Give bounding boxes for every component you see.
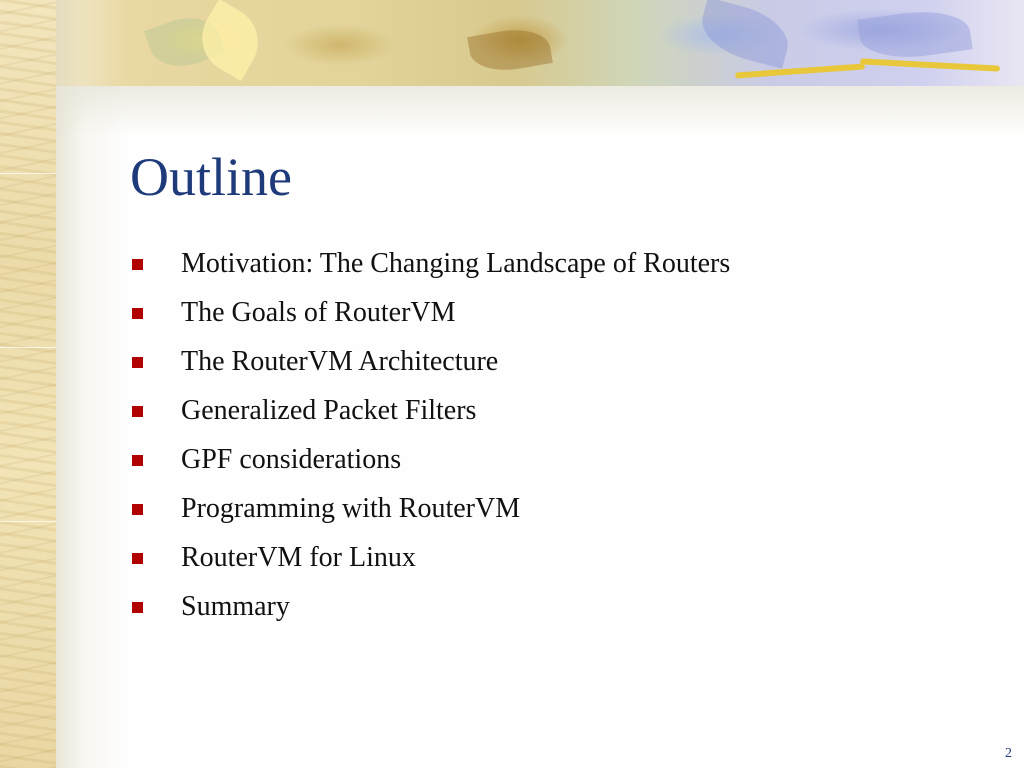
bullet-item bbox=[130, 536, 730, 585]
bullet-item bbox=[130, 340, 730, 389]
bullet-text: RouterVM for Linux bbox=[181, 542, 416, 573]
square-bullet-icon bbox=[132, 553, 143, 564]
leaf-decoration bbox=[857, 5, 972, 65]
square-bullet-icon bbox=[132, 455, 143, 466]
leaf-decoration bbox=[695, 0, 795, 69]
square-bullet-icon bbox=[132, 357, 143, 368]
gold-wave-decoration bbox=[860, 58, 1000, 71]
decorative-banner bbox=[0, 0, 1024, 86]
leaf-decoration bbox=[467, 23, 553, 76]
slide-title: Outline bbox=[130, 147, 292, 207]
gold-wave-decoration bbox=[735, 63, 865, 78]
page-number: 2 bbox=[1005, 746, 1012, 761]
bullet-text: The RouterVM Architecture bbox=[181, 346, 499, 377]
bullet-text: GPF considerations bbox=[181, 444, 402, 475]
bullet-item bbox=[130, 438, 730, 487]
square-bullet-icon bbox=[132, 504, 143, 515]
strip-seam bbox=[0, 521, 56, 522]
leaf-decoration bbox=[189, 0, 271, 81]
bullet-item bbox=[130, 585, 730, 634]
bullet-item bbox=[130, 291, 730, 340]
square-bullet-icon bbox=[132, 308, 143, 319]
bullet-item bbox=[130, 389, 730, 438]
strip-seam bbox=[0, 347, 56, 348]
bullet-item bbox=[130, 242, 730, 291]
bullet-text: Generalized Packet Filters bbox=[181, 395, 477, 426]
square-bullet-icon bbox=[132, 406, 143, 417]
banner-shadow bbox=[56, 86, 1024, 136]
bullet-text: The Goals of RouterVM bbox=[181, 297, 456, 328]
square-bullet-icon bbox=[132, 259, 143, 270]
parchment-strip bbox=[0, 0, 56, 768]
bullet-item bbox=[130, 487, 730, 536]
strip-seam bbox=[0, 173, 56, 174]
square-bullet-icon bbox=[132, 602, 143, 613]
bullet-text: Programming with RouterVM bbox=[181, 493, 521, 524]
bullet-text: Motivation: The Changing Landscape of Routers bbox=[181, 248, 731, 279]
bullet-list bbox=[130, 242, 730, 634]
bullet-text: Summary bbox=[181, 591, 290, 622]
